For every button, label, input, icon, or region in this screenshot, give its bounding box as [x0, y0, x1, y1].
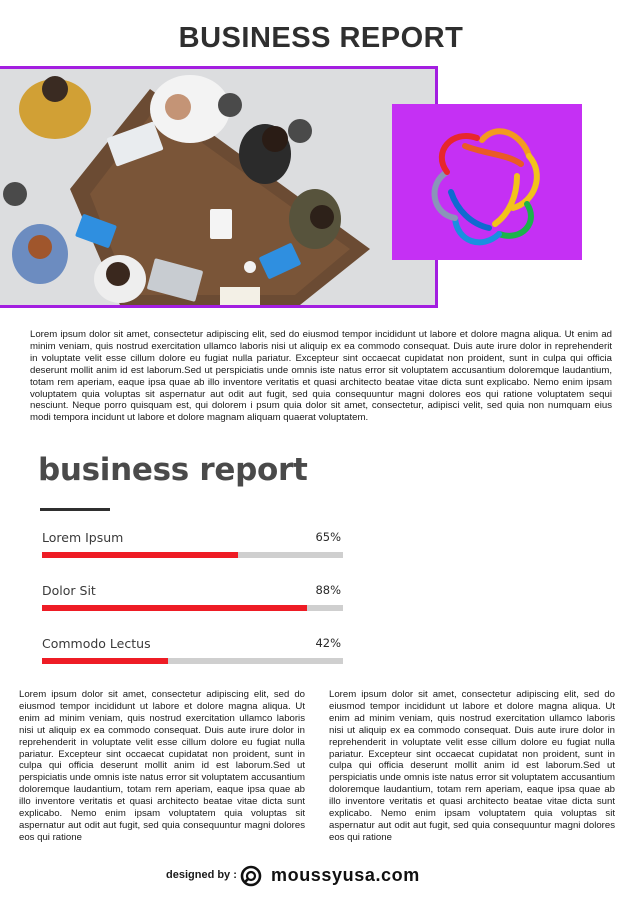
heading-underline [40, 508, 110, 511]
metric-value: 65% [315, 530, 341, 544]
metric-commodo-lectus [42, 636, 343, 676]
star-swirl-logo [392, 104, 582, 260]
page-title: BUSINESS REPORT [178, 22, 464, 54]
left-column-paragraph: Lorem ipsum dolor sit amet, consectetur adipiscing elit, sed do eiusmod tempor incididunt ut labore et dolore magna aliqua. Ut enim ad minim veniam, quis nostrud exercitation ullamco laboris nisi ut aliquip ex ea commodo consequat. Duis aute irure dolor in reprehenderit in voluptate velit esse cillum dolore eu fugiat nulla pariatur. Excepteur sint occaecat cupidatat non proident, sunt in culpa qui officia deserunt mollit anim id est laborum.Sed ut perspiciatis unde omnis iste natus error sit voluptatem accusantium doloremque laudantium, totam rem aperiam, eaque ipsa quae ab illo inventore veritatis et quasi architecto beatae vitae dicta sunt explicabo. Nemo enim ipsam voluptatem quia voluptas sit aspernatur aut odit aut fugit, sed quia consequuntur magni dolores eos qui ratione [19, 689, 305, 843]
progress-track [42, 552, 343, 558]
intro-paragraph: Lorem ipsum dolor sit amet, consectetur adipiscing elit, sed do eiusmod tempor incididunt ut labore et dolore magna aliqua. Ut enim ad minim veniam, quis nostrud exercitation ullamco laboris nisi ut aliquip ex ea commodo consequat. Duis aute irure dolor in reprehenderit in voluptate velit esse cillum dolore eu fugiat nulla pariatur. Excepteur sint occaecat cupidatat non proident, sunt in culpa qui officia deserunt mollit anim id est laborum.Sed ut perspiciatis unde omnis iste natus error sit voluptatem accusantium doloremque laudantium, totam rem aperiam, eaque ipsa quae ab illo inventore veritatis et quasi architecto beatae vitae dicta sunt explicabo. Nemo enim ipsam voluptatem quia voluptas sit aspernatur aut odit aut fugit, sed quia consequuntur magni dolores eos qui ratione voluptatem sequi nesciunt. Neque porro quisquam est, qui dolorem i psum quia dolor sit amet, consectetur, adipisci velit, sed quia non numquam eius modi tempora incidunt ut labore et dolore magnam aliquam quaerat voluptatem. [30, 329, 612, 424]
metric-value: 88% [315, 583, 341, 597]
meeting-photo [0, 66, 438, 308]
moussyusa-logo-icon [240, 865, 262, 887]
progress-fill [42, 552, 238, 558]
metric-label: Dolor Sit [42, 583, 96, 598]
brand-name[interactable]: moussyusa.com [271, 865, 420, 885]
progress-fill [42, 605, 307, 611]
metric-label: Commodo Lectus [42, 636, 151, 651]
designed-by-label: designed by : [166, 869, 237, 881]
metric-dolor-sit [42, 583, 343, 623]
progress-fill [42, 658, 168, 664]
metric-label: Lorem Ipsum [42, 530, 124, 545]
section-heading: business report [38, 452, 308, 488]
metric-value: 42% [315, 636, 341, 650]
metric-lorem-ipsum [42, 530, 343, 570]
right-column-paragraph: Lorem ipsum dolor sit amet, consectetur adipiscing elit, sed do eiusmod tempor incididunt ut labore et dolore magna aliqua. Ut enim ad minim veniam, quis nostrud exercitation ullamco laboris nisi ut aliquip ex ea commodo consequat. Duis aute irure dolor in reprehenderit in voluptate velit esse cillum dolore eu fugiat nulla pariatur. Excepteur sint occaecat cupidatat non proident, sunt in culpa qui officia deserunt mollit anim id est laborum.Sed ut perspiciatis unde omnis iste natus error sit voluptatem accusantium doloremque laudantium, totam rem aperiam, eaque ipsa quae ab illo inventore veritatis et quasi architecto beatae vitae dicta sunt explicabo. Nemo enim ipsam voluptatem quia voluptas sit aspernatur aut odit aut fugit, sed quia consequuntur magni dolores eos qui ratione [329, 689, 615, 843]
logo-box [392, 104, 582, 260]
progress-track [42, 658, 343, 664]
progress-track [42, 605, 343, 611]
footer [0, 864, 642, 888]
